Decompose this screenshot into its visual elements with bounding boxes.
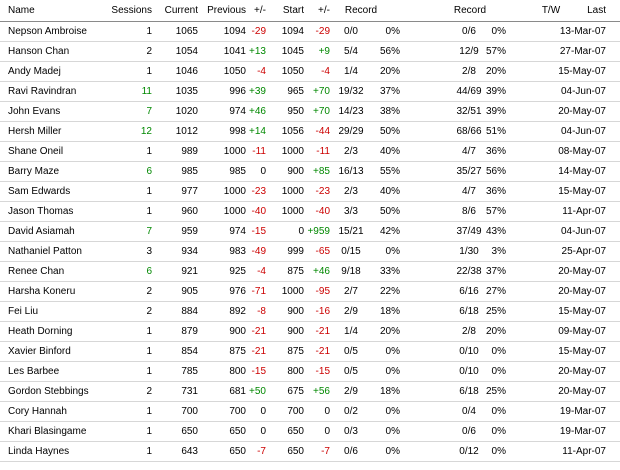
last-played-cell: 20-May-07	[558, 366, 606, 377]
last-played-cell: 15-May-07	[558, 66, 606, 77]
start-rating-cell: 1000	[281, 146, 304, 157]
total-pct-cell: 37%	[485, 266, 506, 277]
player-name: Xavier Binford	[8, 346, 71, 357]
last-played-cell: 20-May-07	[558, 266, 606, 277]
previous-rating-cell: 983	[229, 246, 246, 257]
table-row[interactable]	[0, 202, 620, 222]
sessions-cell: 1	[146, 446, 152, 457]
table-row[interactable]	[0, 382, 620, 402]
delta-start-cell: -15	[315, 366, 330, 377]
current-rating-cell: 934	[181, 246, 198, 257]
delta-start-cell: -11	[316, 146, 330, 157]
session-pct-cell: 20%	[379, 66, 400, 77]
session-record-cell: 1/4	[344, 66, 358, 77]
delta-start-cell: -23	[315, 186, 330, 197]
player-name: Andy Madej	[8, 66, 61, 77]
player-name: Hersh Miller	[8, 126, 62, 137]
current-rating-cell: 884	[181, 306, 198, 317]
table-row[interactable]	[0, 222, 620, 242]
start-rating-cell: 1000	[281, 206, 304, 217]
delta-previous-cell: -23	[251, 186, 266, 197]
delta-start-cell: -4	[321, 66, 330, 77]
delta-start-cell: -95	[315, 286, 330, 297]
sessions-cell: 1	[146, 206, 152, 217]
last-played-cell: 19-Mar-07	[559, 426, 606, 437]
delta-previous-cell: -29	[251, 26, 266, 37]
delta-previous-cell: -4	[257, 266, 266, 277]
table-row[interactable]	[0, 102, 620, 122]
previous-rating-cell: 1041	[223, 46, 246, 57]
table-row[interactable]	[0, 82, 620, 102]
session-record-cell: 0/2	[344, 406, 358, 417]
player-name: Hanson Chan	[8, 46, 70, 57]
session-record-cell: 2/9	[344, 306, 358, 317]
start-rating-cell: 900	[287, 326, 304, 337]
previous-rating-cell: 800	[229, 366, 246, 377]
start-rating-cell: 650	[287, 426, 304, 437]
start-rating-cell: 950	[287, 106, 304, 117]
current-rating-cell: 785	[181, 366, 198, 377]
delta-previous-cell: -40	[251, 206, 266, 217]
current-rating-cell: 1054	[175, 46, 198, 57]
total-pct-cell: 0%	[491, 426, 506, 437]
session-record-cell: 0/0	[344, 26, 358, 37]
table-row[interactable]	[0, 322, 620, 342]
start-rating-cell: 800	[287, 366, 304, 377]
session-pct-cell: 0%	[385, 446, 400, 457]
table-row[interactable]	[0, 302, 620, 322]
start-rating-cell: 1000	[281, 186, 304, 197]
header-last[interactable]: Last	[587, 5, 606, 16]
table-row[interactable]	[0, 422, 620, 442]
total-record-cell: 37/49	[456, 226, 482, 237]
session-pct-cell: 18%	[379, 306, 400, 317]
header-sessions[interactable]: Sessions	[111, 5, 152, 16]
player-name: Linda Haynes	[8, 446, 70, 457]
total-record-cell: 6/16	[459, 286, 479, 297]
total-pct-cell: 20%	[485, 326, 506, 337]
total-pct-cell: 3%	[491, 246, 506, 257]
start-rating-cell: 1000	[281, 286, 304, 297]
header-start[interactable]: Start	[282, 5, 304, 16]
delta-previous-cell: -71	[251, 286, 266, 297]
table-row[interactable]	[0, 62, 620, 82]
table-row[interactable]	[0, 182, 620, 202]
session-pct-cell: 50%	[379, 206, 400, 217]
player-name: Gordon Stebbings	[8, 386, 89, 397]
session-pct-cell: 18%	[379, 386, 400, 397]
delta-start-cell: -44	[315, 126, 330, 137]
last-played-cell: 04-Jun-07	[560, 86, 606, 97]
total-pct-cell: 51%	[485, 126, 506, 137]
header-delta-previous[interactable]: +/-	[254, 5, 266, 16]
last-played-cell: 08-May-07	[558, 146, 606, 157]
sessions-cell: 1	[146, 186, 152, 197]
current-rating-cell: 1035	[175, 86, 198, 97]
total-record-cell: 6/18	[459, 306, 479, 317]
last-played-cell: 20-May-07	[558, 106, 606, 117]
delta-start-cell: 0	[324, 426, 330, 437]
total-record-cell: 12/9	[459, 46, 479, 57]
total-record-cell: 4/7	[462, 186, 476, 197]
delta-start-cell: -21	[315, 346, 330, 357]
total-pct-cell: 36%	[485, 146, 506, 157]
previous-rating-cell: 681	[229, 386, 246, 397]
player-name: Ravi Ravindran	[8, 86, 77, 97]
header-previous[interactable]: Previous	[207, 5, 246, 16]
start-rating-cell: 965	[287, 86, 304, 97]
table-row[interactable]	[0, 122, 620, 142]
player-name: Fei Liu	[8, 306, 39, 317]
session-pct-cell: 38%	[379, 106, 400, 117]
session-record-cell: 0/6	[344, 446, 358, 457]
start-rating-cell: 900	[287, 166, 304, 177]
session-record-cell: 19/32	[338, 86, 364, 97]
sessions-cell: 7	[146, 226, 152, 237]
current-rating-cell: 650	[181, 426, 198, 437]
sessions-cell: 7	[146, 106, 152, 117]
total-pct-cell: 0%	[491, 366, 506, 377]
total-record-cell: 0/4	[462, 406, 476, 417]
delta-previous-cell: 0	[260, 406, 266, 417]
previous-rating-cell: 650	[229, 446, 246, 457]
table-row[interactable]	[0, 22, 620, 42]
start-rating-cell: 1050	[281, 66, 304, 77]
player-name: Khari Blasingame	[8, 426, 87, 437]
table-row[interactable]	[0, 42, 620, 62]
session-record-cell: 2/7	[344, 286, 358, 297]
header-name[interactable]: Name	[8, 5, 35, 16]
sessions-cell: 12	[140, 126, 152, 137]
previous-rating-cell: 925	[229, 266, 246, 277]
total-pct-cell: 39%	[485, 106, 506, 117]
delta-previous-cell: -49	[251, 246, 266, 257]
player-name: Nathaniel Patton	[8, 246, 82, 257]
session-record-cell: 16/13	[338, 166, 364, 177]
total-record-cell: 68/66	[456, 126, 482, 137]
previous-rating-cell: 998	[229, 126, 246, 137]
session-pct-cell: 0%	[385, 406, 400, 417]
previous-rating-cell: 976	[229, 286, 246, 297]
player-name: Les Barbee	[8, 366, 60, 377]
last-played-cell: 25-Apr-07	[561, 246, 606, 257]
total-pct-cell: 0%	[491, 446, 506, 457]
header-current[interactable]: Current	[164, 5, 198, 16]
previous-rating-cell: 1000	[223, 186, 246, 197]
delta-previous-cell: -21	[251, 326, 266, 337]
session-record-cell: 5/4	[344, 46, 358, 57]
current-rating-cell: 643	[181, 446, 198, 457]
current-rating-cell: 977	[181, 186, 198, 197]
table-row[interactable]	[0, 262, 620, 282]
current-rating-cell: 1046	[175, 66, 198, 77]
total-record-cell: 0/10	[459, 366, 479, 377]
total-pct-cell: 25%	[485, 386, 506, 397]
total-record-cell: 35/27	[456, 166, 482, 177]
delta-previous-cell: 0	[260, 426, 266, 437]
table-row[interactable]	[0, 282, 620, 302]
session-pct-cell: 0%	[385, 426, 400, 437]
current-rating-cell: 985	[181, 166, 198, 177]
sessions-cell: 6	[146, 166, 152, 177]
delta-previous-cell: -11	[252, 146, 266, 157]
sessions-cell: 1	[146, 346, 152, 357]
current-rating-cell: 731	[181, 386, 198, 397]
last-played-cell: 11-Apr-07	[562, 206, 606, 217]
header-delta-start[interactable]: +/-	[318, 5, 330, 16]
total-pct-cell: 56%	[485, 166, 506, 177]
player-name: Nepson Ambroise	[8, 26, 87, 37]
session-pct-cell: 50%	[379, 126, 400, 137]
session-record-cell: 1/4	[344, 326, 358, 337]
delta-previous-cell: -15	[251, 366, 266, 377]
last-played-cell: 04-Jun-07	[560, 226, 606, 237]
sessions-cell: 11	[141, 86, 152, 97]
total-record-cell: 2/8	[462, 66, 476, 77]
session-pct-cell: 0%	[385, 366, 400, 377]
sessions-cell: 1	[146, 146, 152, 157]
table-header-row	[0, 0, 620, 22]
last-played-cell: 15-May-07	[558, 186, 606, 197]
total-pct-cell: 43%	[485, 226, 506, 237]
current-rating-cell: 989	[181, 146, 198, 157]
previous-rating-cell: 1000	[223, 146, 246, 157]
current-rating-cell: 854	[181, 346, 198, 357]
sessions-cell: 6	[146, 266, 152, 277]
start-rating-cell: 900	[287, 306, 304, 317]
start-rating-cell: 650	[287, 446, 304, 457]
total-record-cell: 44/69	[456, 86, 482, 97]
delta-previous-cell: +13	[249, 46, 266, 57]
delta-previous-cell: -15	[251, 226, 266, 237]
total-record-cell: 8/6	[462, 206, 476, 217]
session-record-cell: 2/3	[344, 146, 358, 157]
header-record-total[interactable]: Record	[453, 5, 487, 16]
total-record-cell: 0/6	[462, 426, 476, 437]
total-record-cell: 0/10	[459, 346, 479, 357]
table-row[interactable]	[0, 142, 620, 162]
total-record-cell: 0/6	[462, 26, 476, 37]
previous-rating-cell: 892	[229, 306, 246, 317]
session-pct-cell: 37%	[379, 86, 400, 97]
total-record-cell: 0/12	[459, 446, 479, 457]
start-rating-cell: 999	[287, 246, 304, 257]
player-name: Jason Thomas	[8, 206, 74, 217]
previous-rating-cell: 900	[229, 326, 246, 337]
total-record-cell: 4/7	[462, 146, 476, 157]
session-record-cell: 0/5	[344, 366, 358, 377]
previous-rating-cell: 1050	[223, 66, 246, 77]
previous-rating-cell: 700	[229, 406, 246, 417]
total-pct-cell: 27%	[485, 286, 506, 297]
delta-start-cell: +56	[313, 386, 330, 397]
session-record-cell: 0/5	[344, 346, 358, 357]
total-record-cell: 22/38	[456, 266, 482, 277]
session-pct-cell: 40%	[379, 146, 400, 157]
total-pct-cell: 0%	[491, 406, 506, 417]
start-rating-cell: 875	[287, 266, 304, 277]
delta-start-cell: 0	[324, 406, 330, 417]
start-rating-cell: 1056	[281, 126, 304, 137]
previous-rating-cell: 650	[229, 426, 246, 437]
last-played-cell: 11-Apr-07	[562, 446, 606, 457]
sessions-cell: 1	[146, 366, 152, 377]
delta-start-cell: +959	[307, 226, 330, 237]
session-record-cell: 3/3	[344, 206, 358, 217]
sessions-cell: 1	[146, 326, 152, 337]
delta-start-cell: -21	[315, 326, 330, 337]
header-record-session[interactable]: Record	[344, 5, 378, 16]
session-record-cell: 0/3	[344, 426, 358, 437]
total-record-cell: 6/18	[459, 386, 479, 397]
previous-rating-cell: 996	[229, 86, 246, 97]
total-pct-cell: 39%	[485, 86, 506, 97]
current-rating-cell: 1012	[175, 126, 198, 137]
table-row[interactable]	[0, 342, 620, 362]
session-record-cell: 9/18	[341, 266, 361, 277]
player-name: David Asiamah	[8, 226, 75, 237]
total-record-cell: 1/30	[459, 246, 479, 257]
previous-rating-cell: 985	[229, 166, 246, 177]
sessions-cell: 2	[146, 306, 152, 317]
delta-start-cell: +85	[313, 166, 330, 177]
last-played-cell: 15-May-07	[558, 306, 606, 317]
current-rating-cell: 921	[181, 266, 198, 277]
delta-start-cell: +46	[313, 266, 330, 277]
player-name: Harsha Koneru	[8, 286, 76, 297]
session-pct-cell: 55%	[379, 166, 400, 177]
last-played-cell: 04-Jun-07	[560, 126, 606, 137]
current-rating-cell: 959	[181, 226, 198, 237]
last-played-cell: 13-Mar-07	[559, 26, 606, 37]
player-name: Heath Dorning	[8, 326, 73, 337]
table-row[interactable]	[0, 162, 620, 182]
player-name: Barry Maze	[8, 166, 60, 177]
delta-previous-cell: +46	[249, 106, 266, 117]
session-pct-cell: 0%	[385, 246, 400, 257]
session-pct-cell: 0%	[385, 346, 400, 357]
current-rating-cell: 905	[181, 286, 198, 297]
player-name: John Evans	[8, 106, 61, 117]
current-rating-cell: 960	[181, 206, 198, 217]
previous-rating-cell: 1094	[223, 26, 246, 37]
session-pct-cell: 20%	[379, 326, 400, 337]
session-record-cell: 14/23	[338, 106, 364, 117]
delta-previous-cell: -4	[257, 66, 266, 77]
current-rating-cell: 1065	[175, 26, 198, 37]
current-rating-cell: 1020	[175, 106, 198, 117]
session-record-cell: 29/29	[338, 126, 364, 137]
last-played-cell: 19-Mar-07	[559, 406, 606, 417]
last-played-cell: 27-Mar-07	[559, 46, 606, 57]
session-pct-cell: 40%	[379, 186, 400, 197]
delta-start-cell: +70	[313, 106, 330, 117]
current-rating-cell: 879	[181, 326, 198, 337]
sessions-cell: 1	[146, 26, 152, 37]
player-name: Renee Chan	[8, 266, 65, 277]
delta-start-cell: +70	[313, 86, 330, 97]
total-pct-cell: 36%	[485, 186, 506, 197]
header-tw[interactable]: T/W	[541, 5, 561, 16]
start-rating-cell: 0	[298, 226, 304, 237]
table-row[interactable]	[0, 442, 620, 462]
last-played-cell: 09-May-07	[558, 326, 606, 337]
delta-start-cell: -29	[315, 26, 330, 37]
total-pct-cell: 25%	[485, 306, 506, 317]
total-pct-cell: 0%	[491, 346, 506, 357]
delta-start-cell: -40	[315, 206, 330, 217]
total-pct-cell: 57%	[485, 46, 506, 57]
sessions-cell: 1	[146, 406, 152, 417]
delta-start-cell: -7	[321, 446, 330, 457]
last-played-cell: 15-May-07	[558, 346, 606, 357]
previous-rating-cell: 974	[229, 226, 246, 237]
total-pct-cell: 20%	[485, 66, 506, 77]
total-pct-cell: 57%	[485, 206, 506, 217]
player-name: Sam Edwards	[8, 186, 71, 197]
session-record-cell: 0/15	[341, 246, 361, 257]
delta-previous-cell: +14	[249, 126, 266, 137]
table-row[interactable]	[0, 402, 620, 422]
start-rating-cell: 875	[287, 346, 304, 357]
player-name: Cory Hannah	[8, 406, 67, 417]
session-pct-cell: 0%	[385, 26, 400, 37]
start-rating-cell: 675	[287, 386, 304, 397]
current-rating-cell: 700	[181, 406, 198, 417]
delta-previous-cell: -21	[251, 346, 266, 357]
session-pct-cell: 33%	[379, 266, 400, 277]
session-pct-cell: 22%	[379, 286, 400, 297]
delta-previous-cell: +50	[249, 386, 266, 397]
session-pct-cell: 42%	[379, 226, 400, 237]
sessions-cell: 2	[146, 386, 152, 397]
last-played-cell: 20-May-07	[558, 286, 606, 297]
start-rating-cell: 1094	[281, 26, 304, 37]
delta-previous-cell: -8	[257, 306, 266, 317]
total-record-cell: 32/51	[456, 106, 482, 117]
start-rating-cell: 1045	[281, 46, 304, 57]
total-pct-cell: 0%	[491, 26, 506, 37]
sessions-cell: 1	[146, 426, 152, 437]
delta-start-cell: +9	[318, 46, 330, 57]
table-row[interactable]	[0, 362, 620, 382]
session-record-cell: 2/9	[344, 386, 358, 397]
delta-previous-cell: -7	[257, 446, 266, 457]
session-record-cell: 15/21	[338, 226, 364, 237]
previous-rating-cell: 875	[229, 346, 246, 357]
delta-start-cell: -16	[315, 306, 330, 317]
delta-previous-cell: +39	[249, 86, 266, 97]
session-pct-cell: 56%	[379, 46, 400, 57]
previous-rating-cell: 974	[229, 106, 246, 117]
sessions-cell: 2	[146, 46, 152, 57]
delta-start-cell: -65	[315, 246, 330, 257]
sessions-cell: 2	[146, 286, 152, 297]
session-record-cell: 2/3	[344, 186, 358, 197]
start-rating-cell: 700	[287, 406, 304, 417]
last-played-cell: 14-May-07	[558, 166, 606, 177]
total-record-cell: 2/8	[462, 326, 476, 337]
last-played-cell: 20-May-07	[558, 386, 606, 397]
table-row[interactable]	[0, 242, 620, 262]
player-name: Shane Oneil	[8, 146, 64, 157]
sessions-cell: 1	[146, 66, 152, 77]
sessions-cell: 3	[146, 246, 152, 257]
previous-rating-cell: 1000	[223, 206, 246, 217]
delta-previous-cell: 0	[260, 166, 266, 177]
